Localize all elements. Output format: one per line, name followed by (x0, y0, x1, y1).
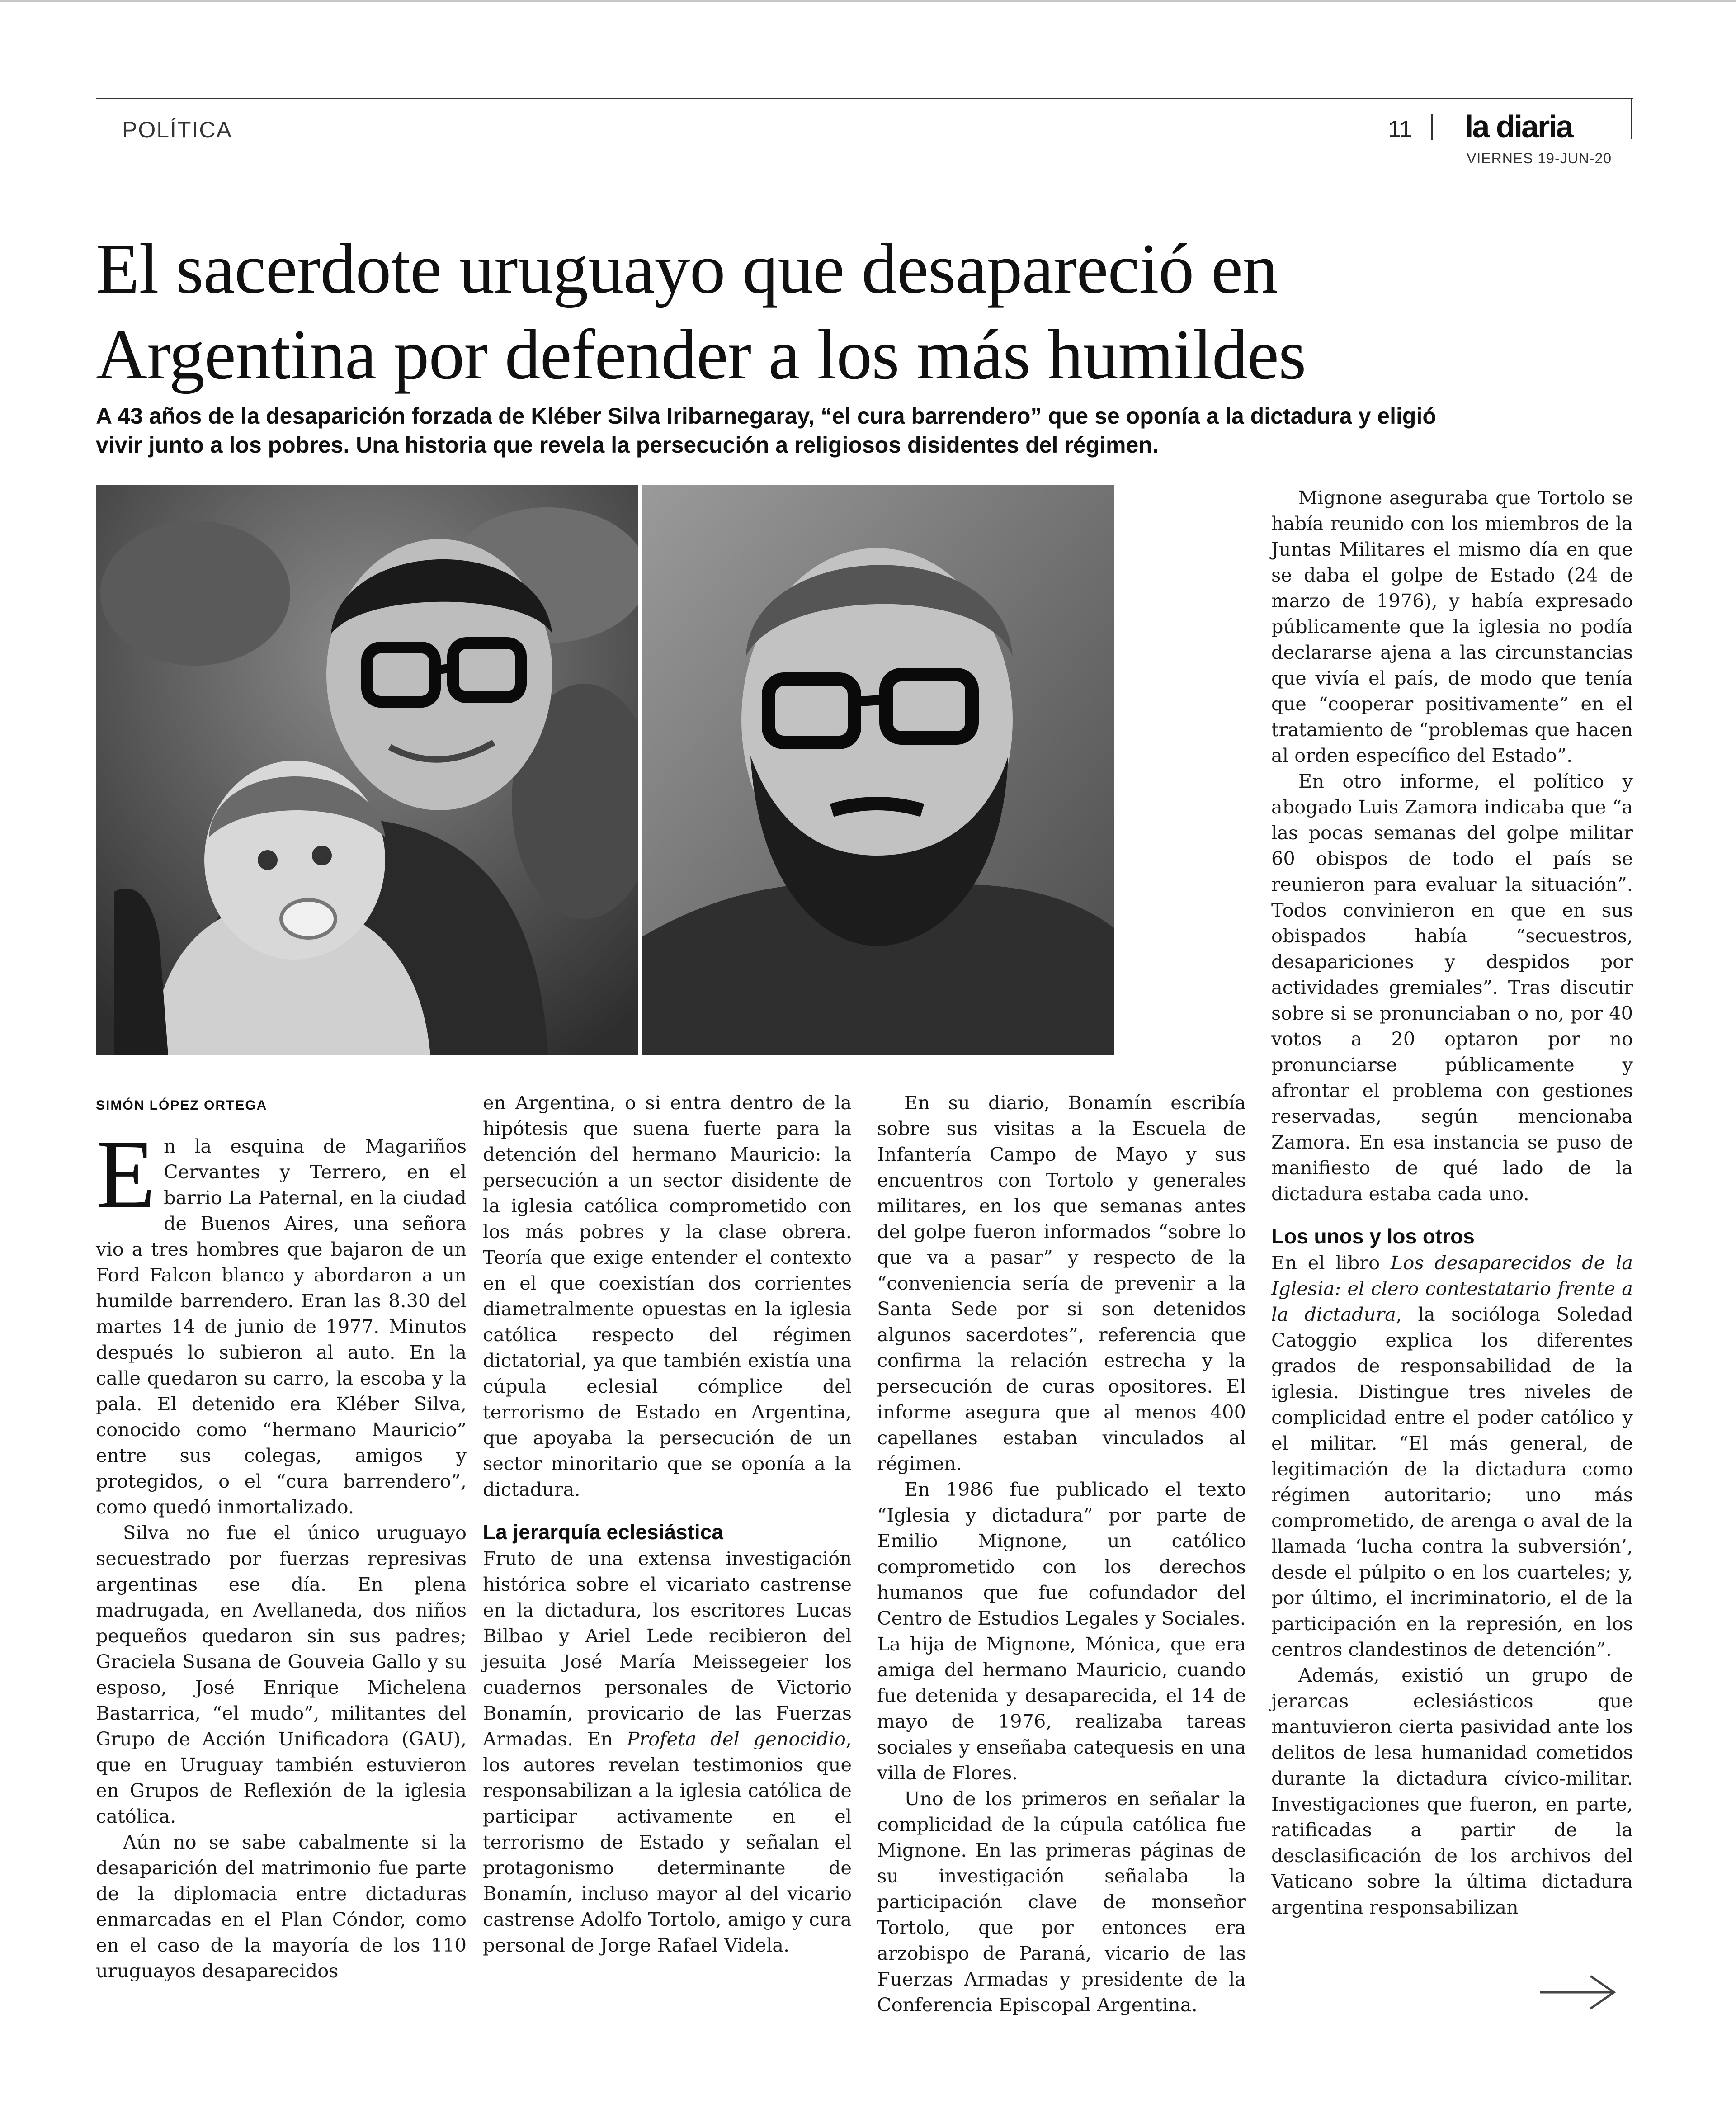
paragraph: En otro informe, el político y abogado Luis Zamora indicaba que “a las pocas semanas del golpe militar 60 obispos de todo el país se reunieron para evaluar la situación”. Todos convinieron en que en sus obispados había “secuestros, desapariciones y despidos por actividades gremiales”. Tras discutir sobre si se pronunciaban o no, por 40 votos a 20 optaron por no pronunciarse públicamente y afrontar el problema con gestiones reservadas, según mencionaba Zamora. En esa instancia se puso de manifiesto de qué lado de la dictadura estaba cada uno. (1271, 770, 1633, 1205)
article-column-3 (877, 1090, 1246, 2018)
paragraph-text: En el libro (1271, 1252, 1391, 1274)
header-end-bar (1631, 98, 1632, 139)
arrow-right-icon[interactable] (1537, 1970, 1618, 2015)
paragraph: Además, existió un grupo de jerarcas eclesiásticos que mantuvieron cierta pasividad ante los delitos de lesa humanidad cometidos durante la dictadura cívico-militar. Investigaciones que fueron, en parte, ratificadas a partir de la desclasificación de los archivos del Vaticano sobre la última dictadura argentina responsabilizan (1271, 1664, 1633, 1918)
page-number: 11 (1388, 116, 1412, 142)
paragraph-text: , los autores revelan testimonios que responsabilizan a la iglesia católica de participar activamente en el terrorismo de Estado y señalan el protagonismo determinante de Bonamín, incluso mayor al del vicario castrense Adolfo Tortolo, amigo y cura personal de Jorge Rafael Videla. (483, 1728, 852, 1956)
paragraph: Aún no se sabe cabalmente si la desaparición del matrimonio fue parte de la diplomacia entre dictaduras enmarcadas en el Plan Cóndor, como en el caso de la mayoría de los 110 uruguayos desaparecidos (96, 1831, 467, 1982)
article-column-4 (1271, 485, 1633, 1920)
header-divider (1431, 114, 1433, 140)
byline: SIMÓN LÓPEZ ORTEGA (96, 1098, 268, 1113)
paragraph: En su diario, Bonamín escribía sobre sus visitas a la Escuela de Infantería Campo de Mayo y sus encuentros con Tortolo y generales militares, en los que semanas antes del golpe fueron informados “sobre lo que va a pasar” y respecto de la “conveniencia sería de prevenir a la Santa Sede por si son detenidos algunos sacerdotes”, referencia que confirma la relación estrecha y la persecución de curas opositores. El informe asegura que al menos 400 capellanes estaban vinculados al régimen. (877, 1092, 1246, 1475)
headline-line-1: El sacerdote uruguayo que desapareció en (96, 229, 1278, 308)
paragraph (96, 1120, 467, 1520)
paragraph: En 1986 fue publicado el texto “Iglesia y dictadura” por parte de Emilio Mignone, un católico comprometido con los derechos humanos que fue cofundador del Centro de Estudios Legales y Sociales. La hija de Mignone, Mónica, que era amiga del hermano Mauricio, cuando fue detenida y desaparecida, el 14 de mayo de 1976, realizaba tareas sociales y enseñaba catequesis en una villa de Flores. (877, 1478, 1246, 1784)
headline (96, 226, 1497, 398)
paragraph (1271, 1250, 1633, 1662)
subheading-los-unos: Los unos y los otros (1271, 1224, 1475, 1248)
paragraph: en Argentina, o si entra dentro de la hipótesis que suena fuerte para la detención del hermano Mauricio: la persecución a un sector disidente de la iglesia católica comprometido con los más pobres y la clase obrera. Teoría que exige entender el contexto en el que coexistían dos corrientes diametralmente opuestas en la iglesia católica respecto del régimen dictatorial, ya que también existía una cúpula eclesial cómplice del terrorismo de Estado en Argentina, que apoyaba la persecución de un sector minoritario que se oponía a la dictadura. (483, 1092, 852, 1500)
paragraph: Silva no fue el único uruguayo secuestrado por fuerzas represivas argentinas ese día. En plena madrugada, en Avellaneda, dos niños pequeños quedaron sin sus padres; Graciela Susana de Gouveia Gallo y su esposo, José Enrique Michelena Bastarrica, “el mudo”, militantes del Grupo de Acción Unificadora (GAU), que en Uruguay también estuvieron en Grupos de Reflexión de la iglesia católica. (96, 1522, 467, 1827)
book-title: Los desaparecidos de la Iglesia: el clero contestatario frente a la dictadura (1271, 1252, 1633, 1325)
paragraph (483, 1546, 852, 1958)
subheading-jerarquia: La jerarquía eclesiástica (483, 1520, 723, 1544)
headline-line-2: Argentina por defender a los más humildes (96, 315, 1306, 394)
drop-cap: E (96, 1120, 156, 1228)
article-column-2 (483, 1090, 852, 1958)
paragraph-text: n la esquina de Magariños Cervantes y Terrero, en el barrio La Paternal, en la ciudad de Buenos Aires, una señora vio a tres hombres que bajaron de un Ford Falcon blanco y abordaron a un humilde barrendero. Eran las 8.30 del martes 14 de junio de 1977. Minutos después lo subieron al auto. En la calle quedaron su carro, la escoba y la pala. El detenido era Kléber Silva, conocido como “hermano Mauricio” entre sus colegas, amigos y protegidos, o el “cura barrendero”, como quedó inmortalizado. (96, 1135, 467, 1518)
book-title: Profeta del genocidio (627, 1728, 846, 1750)
photo-priest-portrait (642, 485, 1114, 1055)
issue-date: VIERNES 19-JUN-20 (1467, 150, 1612, 166)
header-rule (96, 98, 1633, 99)
section-label: POLÍTICA (122, 117, 232, 142)
brand-logo: la diaria (1465, 109, 1572, 144)
subhead: A 43 años de la desaparición forzada de Kléber Silva Iribarnegaray, “el cura barrendero” que se oponía a la dictadura y eligió vivir junto a los pobres. Una historia que revela la persecución a religiosos disidentes del régimen. (96, 403, 1436, 458)
paragraph: Uno de los primeros en señalar la complicidad de la cúpula católica fue Mignone. En las primeras páginas de su investigación señalaba la participación clave de monseñor Tortolo, que por entonces era arzobispo de Paraná, vicario de las Fuerzas Armadas y presidente de la Conferencia Episcopal Argentina. (877, 1787, 1246, 2016)
article-column-1 (96, 1120, 467, 1984)
photo-priest-with-child (96, 485, 638, 1055)
top-rule (0, 0, 1736, 2)
paragraph: Mignone aseguraba que Tortolo se había reunido con los miembros de la Juntas Militares el mismo día en que se daba el golpe de Estado (24 de marzo de 1976), y había expresado públicamente que la iglesia no podía declararse ajena a las circunstancias que vivía el país, de modo que tenía que “cooperar positivamente” en el tratamiento de “problemas que hacen al orden específico del Estado”. (1271, 487, 1633, 766)
paragraph-text: , la socióloga Soledad Catoggio explica los diferentes grados de responsabilidad de la iglesia. Distingue tres niveles de complicidad entre el poder católico y el militar. “El más general, de legitimación de la dictadura como régimen autoritario; uno más comprometido, de arenga o aval de la llamada ‘lucha contra la subversión’, desde el púlpito o en los cuarteles; y, por último, el incriminatorio, el de la participación en la represión, en los centros clandestinos de detención”. (1271, 1303, 1633, 1660)
paragraph-text: Fruto de una extensa investigación histórica sobre el vicariato castrense en la dictadura, los escritores Lucas Bilbao y Ariel Lede recibieron del jesuita José María Meissegeier los cuadernos personales de Victorio Bonamín, provicario de las Fuerzas Armadas. En (483, 1547, 852, 1750)
